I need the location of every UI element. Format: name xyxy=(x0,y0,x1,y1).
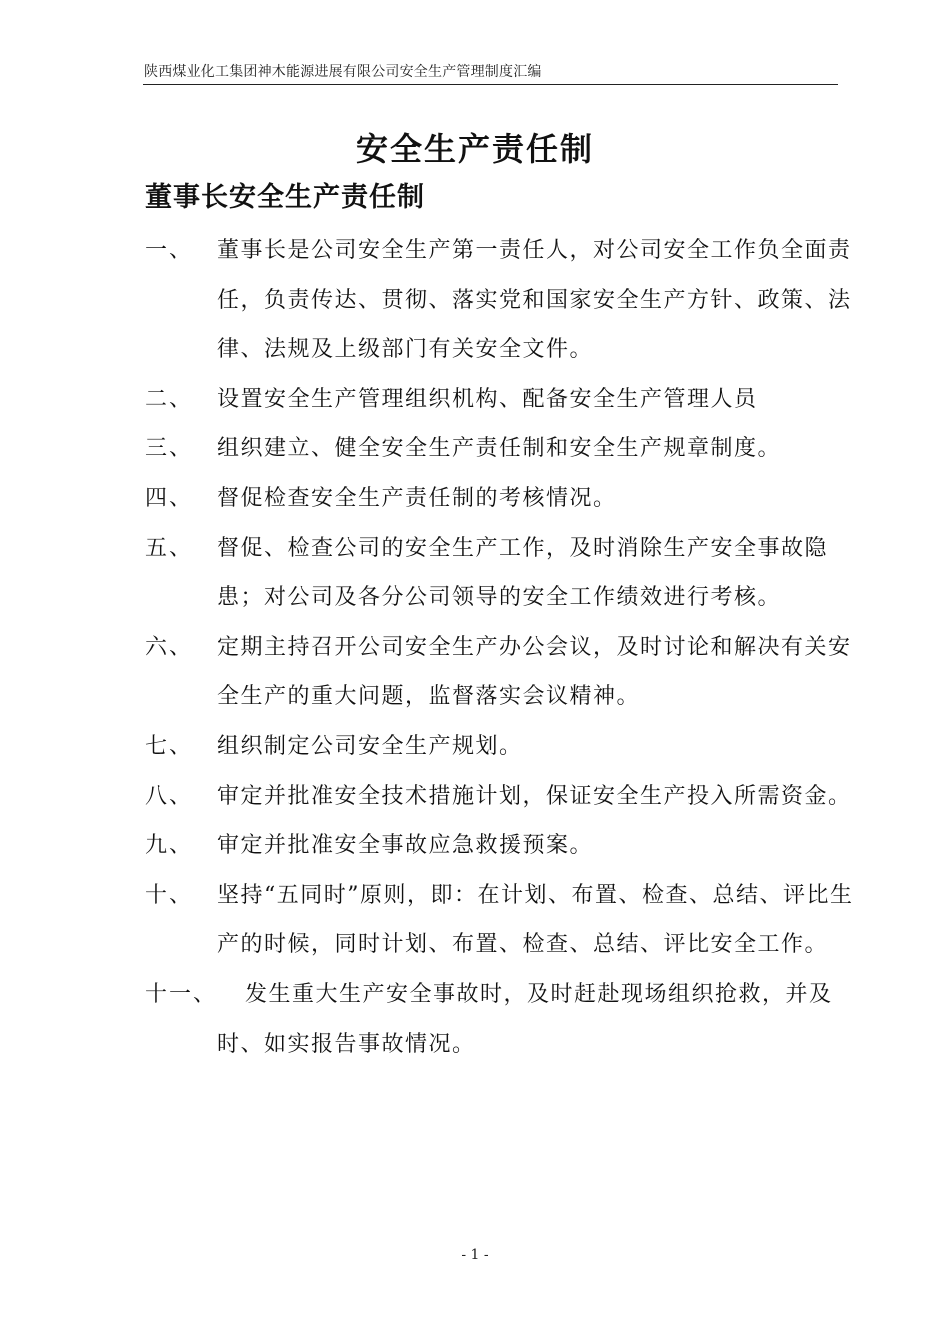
list-item-text: 坚持“五同时”原则，即：在计划、布置、检查、总结、评比生产的时候，同时计划、布置、检查、总结、评比安全工作。 xyxy=(217,882,854,958)
list-item-number: 七、 xyxy=(145,733,194,759)
list-item xyxy=(145,970,875,1069)
list-item-number: 十、 xyxy=(145,882,194,908)
responsibility-list xyxy=(145,226,875,1069)
list-item xyxy=(145,424,875,474)
section-title: 董事长安全生产责任制 xyxy=(145,182,425,213)
list-item-text: 组织制定公司安全生产规划。 xyxy=(217,733,523,759)
list-item-number: 八、 xyxy=(145,783,194,809)
list-item-text: 审定并批准安全技术措施计划，保证安全生产投入所需资金。 xyxy=(217,783,852,809)
list-item xyxy=(145,226,875,375)
list-item xyxy=(145,375,875,425)
page-number: - 1 - xyxy=(461,1247,489,1263)
list-item-number: 三、 xyxy=(145,436,194,462)
list-item-number: 一、 xyxy=(145,238,194,263)
document-title: 安全生产责任制 xyxy=(355,130,594,168)
list-item xyxy=(145,474,875,524)
list-item xyxy=(145,623,875,722)
list-item-number: 十一、 xyxy=(145,981,218,1007)
list-item-text: 发生重大生产安全事故时，及时赶赴现场组织抢救，并及时、如实报告事故情况。 xyxy=(217,981,833,1057)
list-item xyxy=(145,772,875,822)
list-item xyxy=(145,524,875,623)
list-item xyxy=(145,821,875,871)
list-item xyxy=(145,871,875,970)
list-item-text: 审定并批准安全事故应急救援预案。 xyxy=(217,833,594,859)
list-item-number: 九、 xyxy=(145,833,194,859)
list-item xyxy=(145,722,875,772)
list-item-text: 设置安全生产管理组织机构、配备安全生产管理人员 xyxy=(217,386,758,412)
list-item-number: 二、 xyxy=(145,386,194,412)
running-header xyxy=(143,62,838,85)
list-item-number: 六、 xyxy=(145,634,194,660)
list-item-text: 董事长是公司安全生产第一责任人，对公司安全工作负全面责任，负责传达、贯彻、落实党和国家安全生产方针、政策、法律、法规及上级部门有关安全文件。 xyxy=(217,238,852,363)
list-item-text: 组织建立、健全安全生产责任制和安全生产规章制度。 xyxy=(217,436,782,462)
list-item-text: 督促检查安全生产责任制的考核情况。 xyxy=(217,485,617,511)
list-item-text: 督促、检查公司的安全生产工作，及时消除生产安全事故隐患；对公司及各分公司领导的安全工作绩效进行考核。 xyxy=(217,535,829,611)
list-item-text: 定期主持召开公司安全生产办公会议，及时讨论和解决有关安全生产的重大问题，监督落实会议精神。 xyxy=(217,634,852,710)
list-item-number: 四、 xyxy=(145,485,194,511)
list-item-number: 五、 xyxy=(145,535,194,561)
running-header-text: 陕西煤业化工集团神木能源进展有限公司安全生产管理制度汇编 xyxy=(144,64,542,80)
